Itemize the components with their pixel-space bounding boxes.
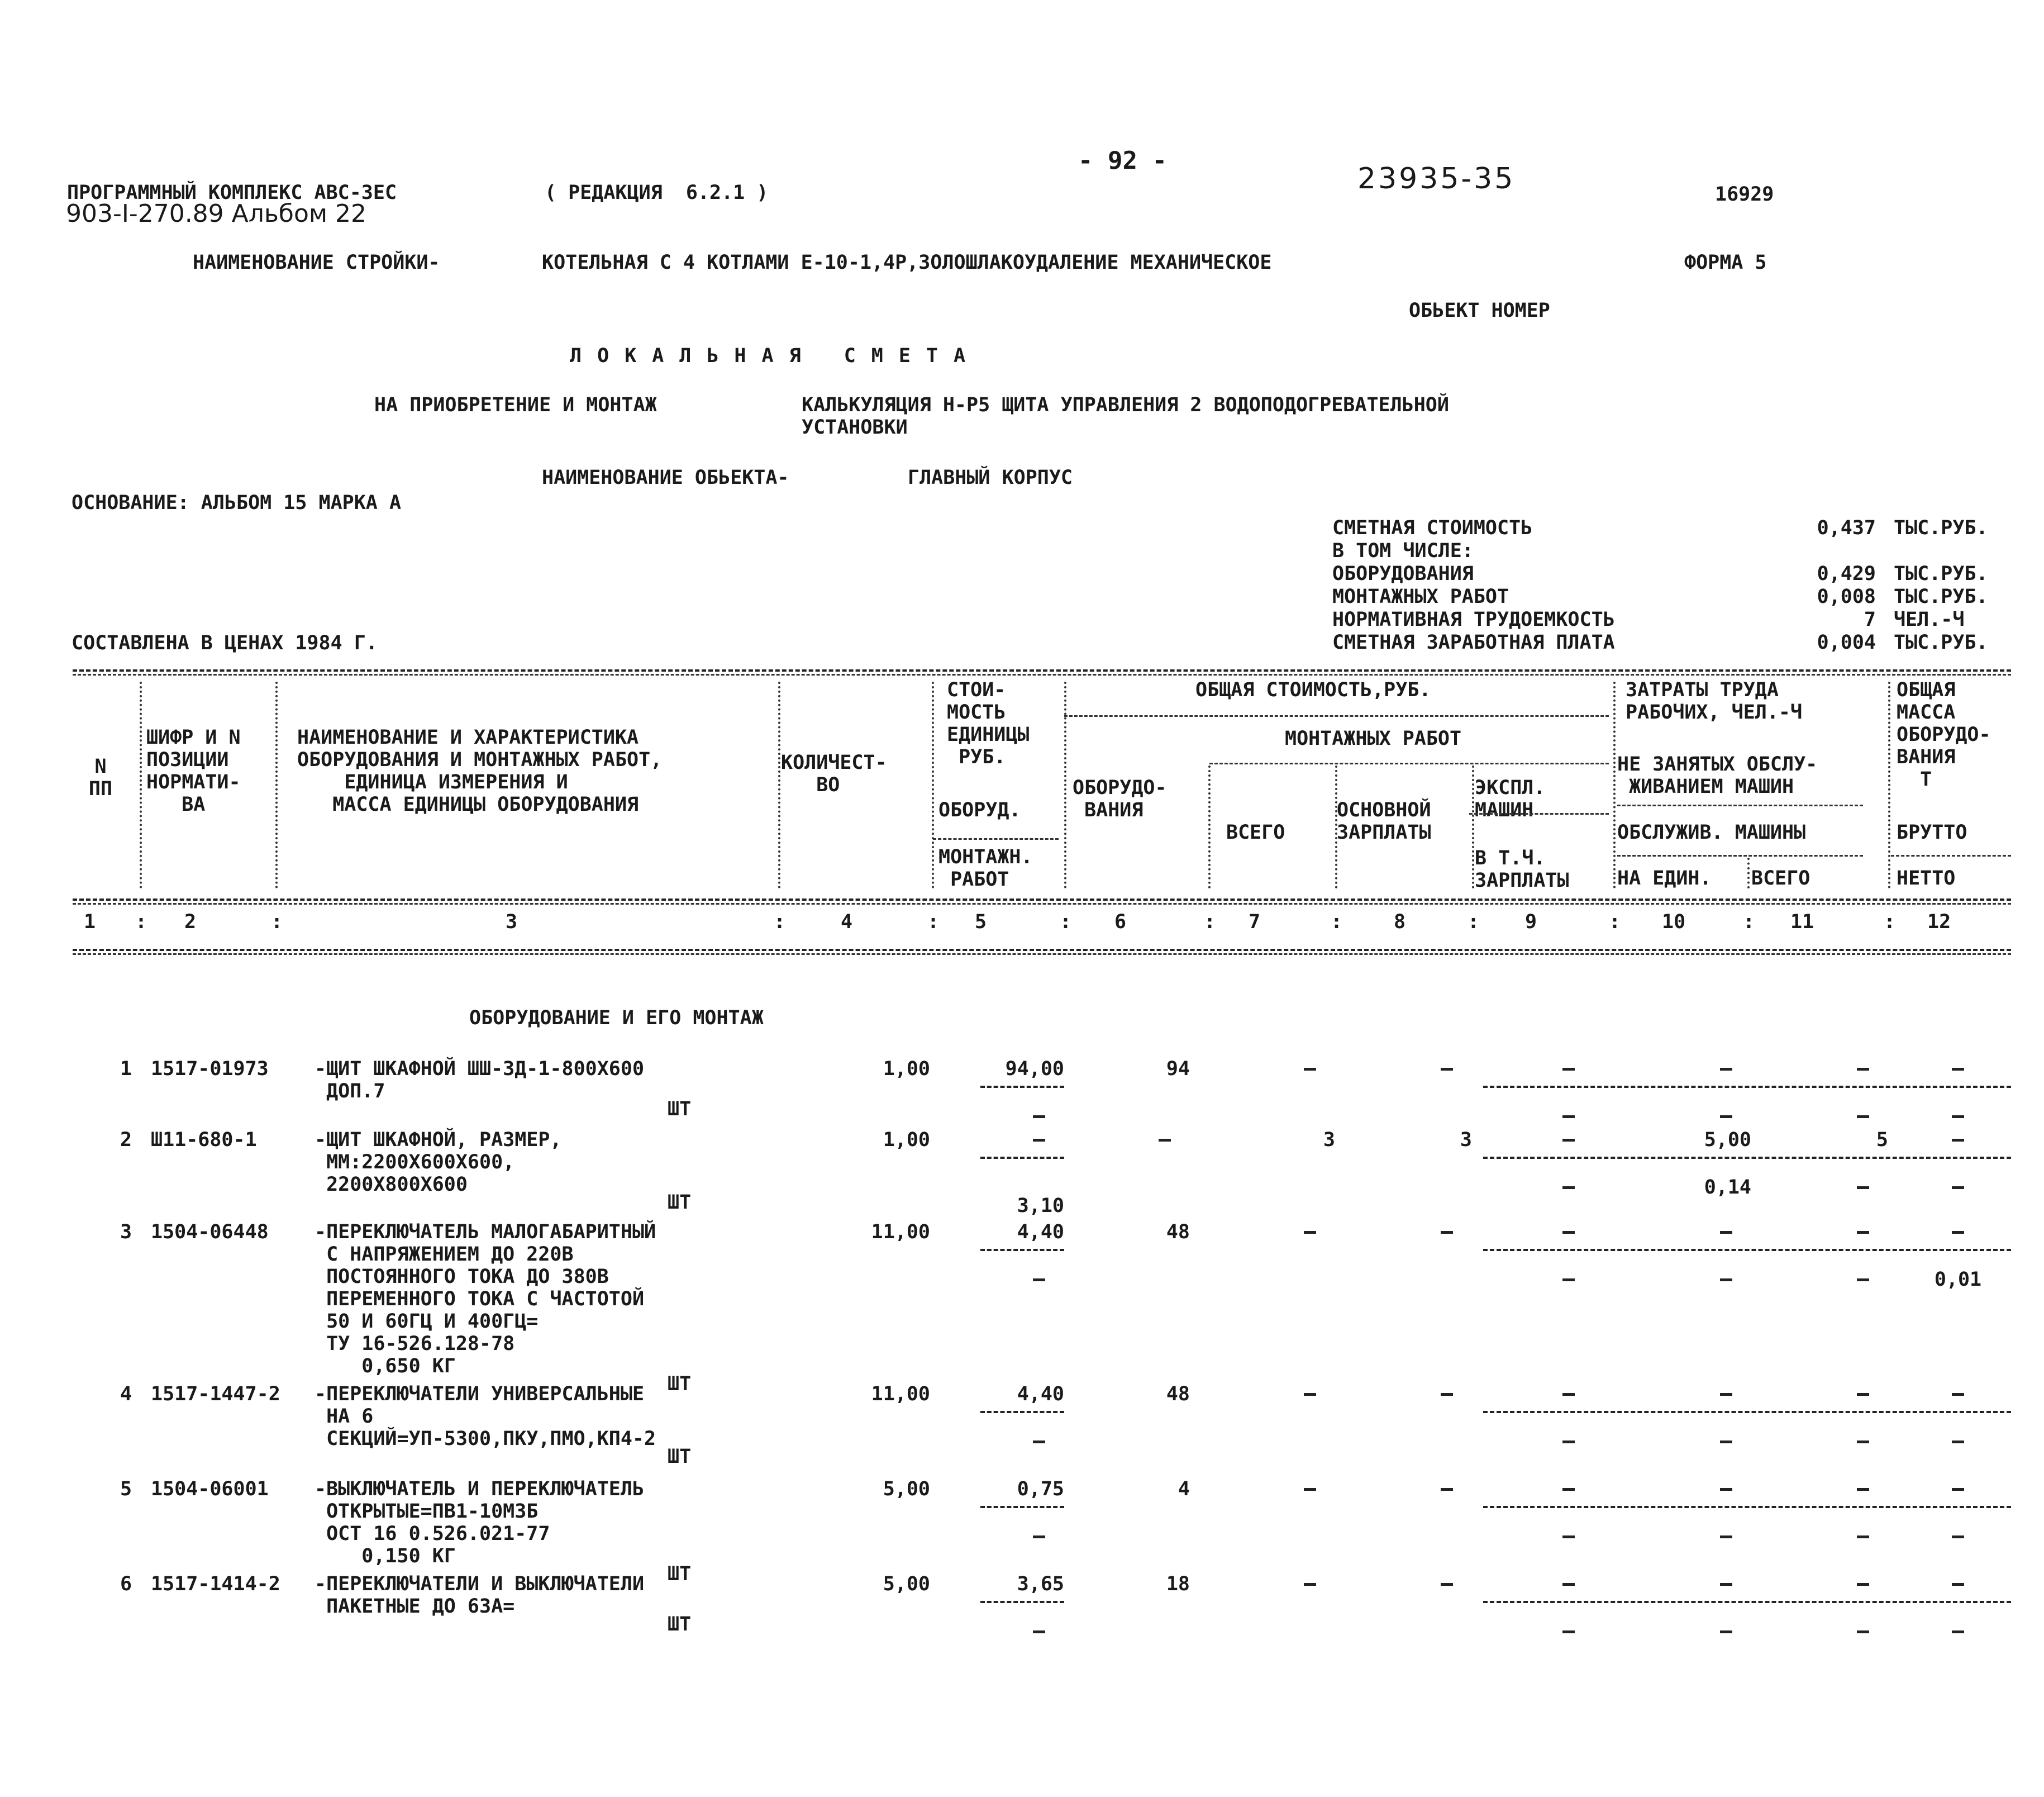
program-name: ПРОГРАММНЫЙ КОМПЛЕКС АВС-3ЕС bbox=[67, 182, 397, 204]
item-total-equipment bbox=[1159, 1139, 1171, 1142]
item-code: 1504-06001 bbox=[151, 1478, 269, 1500]
column-separator: : bbox=[1331, 911, 1343, 933]
column-separator: : bbox=[774, 911, 786, 933]
item-unit-price-equipment: 94,00 bbox=[1005, 1058, 1064, 1080]
sep-1 bbox=[140, 682, 142, 888]
item-description: -ПЕРЕКЛЮЧАТЕЛЬ МАЛОГАБАРИТНЫЙ С НАПРЯЖЕНИЕМ ДО 220В ПОСТОЯННОГО ТОКА ДО 380В ПЕРЕМЕННОГО ТОКА С ЧАСТОТОЙ 50 И 60ГЦ И 400ГЦ= ТУ 16-526.128-78 0,650 КГ bbox=[315, 1221, 656, 1377]
item-qty: 11,00 bbox=[871, 1383, 930, 1405]
column-separator: : bbox=[1204, 911, 1216, 933]
item-mounting-total bbox=[1304, 1231, 1316, 1234]
header-bottom-rule-2 bbox=[73, 903, 2011, 905]
item-labor-total-machines bbox=[1857, 1115, 1869, 1118]
item-unit-price-divider bbox=[980, 1086, 1064, 1088]
header-top-rule bbox=[73, 669, 2011, 672]
item-number: 3 bbox=[120, 1221, 132, 1243]
colnum-bottom-rule-2 bbox=[73, 953, 2011, 955]
item-code: Ш11-680-1 bbox=[151, 1129, 257, 1151]
item-machines-salary bbox=[1562, 1441, 1575, 1443]
header-top-rule-2 bbox=[73, 674, 2011, 676]
item-machines bbox=[1562, 1231, 1575, 1234]
item-code: 1517-1414-2 bbox=[151, 1573, 280, 1595]
item-labor-total bbox=[1857, 1583, 1869, 1586]
item-mass-brutto bbox=[1952, 1139, 1964, 1142]
column-separator: : bbox=[135, 911, 147, 933]
col-header-labor-machine: ОБСЛУЖИВ. МАШИНЫ bbox=[1617, 821, 1806, 844]
item-description: -ПЕРЕКЛЮЧАТЕЛИ И ВЫКЛЮЧАТЕЛИ ПАКЕТНЫЕ ДО 63А= bbox=[315, 1573, 645, 1618]
form-label: ФОРМА 5 bbox=[1684, 251, 1767, 274]
rule-labor-a bbox=[1617, 805, 1863, 806]
col-header-netto: НЕТТО bbox=[1897, 867, 1956, 890]
purpose-line-1: КАЛЬКУЛЯЦИЯ Н-Р5 ЩИТА УПРАВЛЕНИЯ 2 ВОДОПОДОГРЕВАТЕЛЬНОЙ bbox=[802, 394, 1449, 416]
item-labor-total-machines bbox=[1857, 1278, 1869, 1281]
item-machines-salary bbox=[1562, 1278, 1575, 1281]
col-header-unit-cost: СТОИ- МОСТЬ ЕДИНИЦЫ РУБ. bbox=[947, 679, 1030, 768]
column-number: 4 bbox=[841, 911, 853, 933]
column-number: 12 bbox=[1927, 911, 1951, 933]
item-lower-divider bbox=[1483, 1601, 2011, 1603]
sep-11 bbox=[1888, 682, 1890, 888]
item-unit: ШТ bbox=[668, 1191, 692, 1214]
col-header-base-salary: ОСНОВНОЙ ЗАРПЛАТЫ bbox=[1337, 799, 1431, 844]
item-labor-unit bbox=[1720, 1583, 1732, 1586]
item-unit-price-mounting: 3,10 bbox=[1017, 1195, 1064, 1217]
purpose-line-2: УСТАНОВКИ bbox=[802, 416, 908, 439]
item-base-salary bbox=[1441, 1068, 1453, 1071]
item-base-salary: 3 bbox=[1460, 1129, 1472, 1151]
item-labor-total bbox=[1857, 1231, 1869, 1234]
item-code: 1517-01973 bbox=[151, 1058, 269, 1080]
item-mounting-total bbox=[1304, 1583, 1316, 1586]
summary-label: СМЕТНАЯ ЗАРАБОТНАЯ ПЛАТА bbox=[1332, 631, 1615, 654]
item-base-salary bbox=[1441, 1231, 1453, 1234]
item-base-salary bbox=[1441, 1393, 1453, 1396]
item-unit: ШТ bbox=[668, 1613, 692, 1636]
item-labor-total bbox=[1857, 1393, 1869, 1396]
item-labor-total bbox=[1857, 1488, 1869, 1491]
item-labor-unit-machines: 0,14 bbox=[1704, 1176, 1751, 1199]
rule-unit-cost bbox=[933, 838, 1059, 840]
item-total-equipment: 18 bbox=[1166, 1573, 1190, 1595]
item-machines bbox=[1562, 1583, 1575, 1586]
sep-2 bbox=[275, 682, 278, 888]
item-qty: 1,00 bbox=[883, 1129, 930, 1151]
item-labor-total-machines bbox=[1857, 1630, 1869, 1633]
column-number: 7 bbox=[1249, 911, 1261, 933]
item-unit-price-equipment: 4,40 bbox=[1017, 1383, 1064, 1405]
item-machines bbox=[1562, 1068, 1575, 1071]
column-number: 9 bbox=[1525, 911, 1537, 933]
sep-10 bbox=[1747, 858, 1750, 888]
album-reference: 903-I-270.89 Альбом 22 bbox=[66, 199, 367, 228]
summary-value: 7 bbox=[1864, 608, 1876, 631]
item-qty: 1,00 bbox=[883, 1058, 930, 1080]
document-title: ЛОКАЛЬНАЯ СМЕТА bbox=[570, 345, 981, 367]
item-labor-total bbox=[1857, 1068, 1869, 1071]
column-separator: : bbox=[271, 911, 283, 933]
column-number: 6 bbox=[1114, 911, 1127, 933]
column-separator: : bbox=[1468, 911, 1480, 933]
rule-machines bbox=[1469, 813, 1609, 815]
item-mass-brutto bbox=[1952, 1068, 1964, 1071]
item-qty: 11,00 bbox=[871, 1221, 930, 1243]
summary-unit: ТЫС.РУБ. bbox=[1894, 563, 1988, 585]
col-header-total-cost: ОБЩАЯ СТОИМОСТЬ,РУБ. bbox=[1195, 679, 1431, 701]
item-mounting-total bbox=[1304, 1393, 1316, 1396]
summary-unit: ТЫС.РУБ. bbox=[1894, 517, 1988, 539]
item-unit-price-equipment: 0,75 bbox=[1017, 1478, 1064, 1500]
col-header-machines: ЭКСПЛ. МАШИН bbox=[1475, 777, 1546, 821]
summary-label: МОНТАЖНЫХ РАБОТ bbox=[1332, 586, 1509, 608]
column-separator: : bbox=[1743, 911, 1755, 933]
column-number: 2 bbox=[184, 911, 197, 933]
item-lower-divider bbox=[1483, 1086, 2011, 1088]
item-number: 6 bbox=[120, 1573, 132, 1595]
item-mass-netto bbox=[1952, 1186, 1964, 1189]
item-description: -ПЕРЕКЛЮЧАТЕЛИ УНИВЕРСАЛЬНЫЕ НА 6 СЕКЦИЙ=УП-5300,ПКУ,ПМО,КП4-2 bbox=[315, 1383, 656, 1450]
summary-unit: ЧЕЛ.-Ч bbox=[1894, 608, 1965, 631]
summary-unit: ТЫС.РУБ. bbox=[1894, 586, 1988, 608]
edition: ( РЕДАКЦИЯ 6.2.1 ) bbox=[545, 182, 769, 204]
item-mass-netto bbox=[1952, 1630, 1964, 1633]
item-labor-unit-machines bbox=[1720, 1441, 1732, 1443]
item-description: -ЩИТ ШКАФНОЙ ШШ-3Д-1-800Х600 ДОП.7 bbox=[315, 1058, 645, 1102]
item-labor-total-machines bbox=[1857, 1441, 1869, 1443]
item-lower-divider bbox=[1483, 1506, 2011, 1508]
stamp-number: 16929 bbox=[1715, 183, 1774, 206]
summary-label: В ТОМ ЧИСЛЕ: bbox=[1332, 540, 1474, 562]
item-total-equipment: 48 bbox=[1166, 1383, 1190, 1405]
item-unit-price-divider bbox=[980, 1506, 1064, 1508]
item-number: 2 bbox=[120, 1129, 132, 1151]
item-total-equipment: 4 bbox=[1178, 1478, 1190, 1500]
column-number: 1 bbox=[84, 911, 96, 933]
section-title: ОБОРУДОВАНИЕ И ЕГО МОНТАЖ bbox=[469, 1007, 764, 1029]
rule-total-cost bbox=[1064, 715, 1609, 717]
item-unit: ШТ bbox=[668, 1563, 692, 1585]
item-unit-price-mounting bbox=[1033, 1535, 1045, 1538]
item-mass-netto: 0,01 bbox=[1934, 1268, 1982, 1291]
item-unit: ШТ bbox=[668, 1098, 692, 1120]
item-number: 4 bbox=[120, 1383, 132, 1405]
col-header-name: НАИМЕНОВАНИЕ И ХАРАКТЕРИСТИКА ОБОРУДОВАНИЯ И МОНТАЖНЫХ РАБОТ, ЕДИНИЦА ИЗМЕРЕНИЯ И МАССА ЕДИНИЦЫ ОБОРУДОВАНИЯ bbox=[297, 726, 663, 816]
item-unit-price-divider bbox=[980, 1157, 1064, 1159]
item-machines-salary bbox=[1562, 1115, 1575, 1118]
item-unit-price-mounting bbox=[1033, 1278, 1045, 1281]
item-labor-unit-machines bbox=[1720, 1278, 1732, 1281]
item-lower-divider bbox=[1483, 1249, 2011, 1251]
rule-mont-works bbox=[1209, 763, 1609, 764]
purpose-label: НА ПРИОБРЕТЕНИЕ И МОНТАЖ bbox=[374, 394, 657, 416]
item-machines-salary bbox=[1562, 1535, 1575, 1538]
item-unit-price-mounting bbox=[1033, 1441, 1045, 1443]
colnum-bottom-rule bbox=[73, 949, 2011, 951]
column-number: 10 bbox=[1662, 911, 1686, 933]
item-labor-unit bbox=[1720, 1068, 1732, 1071]
item-number: 5 bbox=[120, 1478, 132, 1500]
item-code: 1504-06448 bbox=[151, 1221, 269, 1243]
object-label: НАИМЕНОВАНИЕ ОБЬЕКТА- bbox=[542, 467, 789, 489]
col-header-qty: КОЛИЧЕСТ- ВО bbox=[781, 752, 887, 796]
item-machines-salary bbox=[1562, 1186, 1575, 1189]
summary-value: 0,008 bbox=[1817, 586, 1876, 608]
item-qty: 5,00 bbox=[883, 1573, 930, 1595]
rule-mass bbox=[1891, 855, 2011, 857]
item-labor-unit bbox=[1720, 1231, 1732, 1234]
sep-8 bbox=[1472, 766, 1474, 888]
item-labor-unit bbox=[1720, 1488, 1732, 1491]
object-number-label: ОБЬЕКТ НОМЕР bbox=[1409, 300, 1550, 322]
item-labor-unit bbox=[1720, 1393, 1732, 1396]
summary-value: 0,429 bbox=[1817, 563, 1876, 585]
col-header-unit-mont: МОНТАЖН. РАБОТ bbox=[938, 846, 1033, 891]
item-mounting-total: 3 bbox=[1323, 1129, 1335, 1151]
col-header-labor-not-machine: НЕ ЗАНЯТЫХ ОБСЛУ- ЖИВАНИЕМ МАШИН bbox=[1617, 753, 1818, 798]
col-header-per-unit: НА ЕДИН. bbox=[1617, 867, 1712, 890]
column-number: 5 bbox=[975, 911, 987, 933]
col-header-equipment: ОБОРУДО- ВАНИЯ bbox=[1073, 777, 1167, 821]
column-number: 3 bbox=[506, 911, 518, 933]
header-bottom-rule bbox=[73, 899, 2011, 901]
item-description: -ВЫКЛЮЧАТЕЛЬ И ПЕРЕКЛЮЧАТЕЛЬ ОТКРЫТЫЕ=ПВ1-10М3Б ОСТ 16 0.526.021-77 0,150 КГ bbox=[315, 1478, 645, 1567]
item-labor-total-machines bbox=[1857, 1535, 1869, 1538]
item-unit: ШТ bbox=[668, 1373, 692, 1395]
sep-4 bbox=[932, 682, 934, 888]
item-labor-unit-machines bbox=[1720, 1630, 1732, 1633]
sep-3 bbox=[778, 682, 780, 888]
col-header-mont-total: ВСЕГО bbox=[1226, 821, 1285, 844]
item-unit: ШТ bbox=[668, 1446, 692, 1468]
column-separator: : bbox=[1884, 911, 1896, 933]
col-header-mont-works: МОНТАЖНЫХ РАБОТ bbox=[1285, 728, 1462, 750]
sep-6 bbox=[1208, 766, 1211, 888]
column-separator: : bbox=[927, 911, 940, 933]
col-header-num: N ПП bbox=[88, 755, 113, 800]
item-labor-total: 5 bbox=[1876, 1129, 1888, 1151]
item-unit-price-divider bbox=[980, 1411, 1064, 1413]
item-unit-price-equipment bbox=[1033, 1139, 1045, 1142]
column-separator: : bbox=[1609, 911, 1621, 933]
item-number: 1 bbox=[120, 1058, 132, 1080]
summary-value: 0,004 bbox=[1817, 631, 1876, 654]
summary-label: НОРМАТИВНАЯ ТРУДОЕМКОСТЬ bbox=[1332, 608, 1615, 631]
summary-label: ОБОРУДОВАНИЯ bbox=[1332, 563, 1474, 585]
item-unit-price-mounting bbox=[1033, 1630, 1045, 1633]
item-unit-price-equipment: 4,40 bbox=[1017, 1221, 1064, 1243]
item-labor-total-machines bbox=[1857, 1186, 1869, 1189]
basis: ОСНОВАНИЕ: АЛЬБОМ 15 МАРКА А bbox=[72, 492, 402, 514]
column-separator: : bbox=[1060, 911, 1072, 933]
item-unit-price-divider bbox=[980, 1249, 1064, 1251]
col-header-labor-total: ВСЕГО bbox=[1751, 867, 1810, 890]
item-mass-netto bbox=[1952, 1441, 1964, 1443]
item-labor-unit-machines bbox=[1720, 1115, 1732, 1118]
item-mass-brutto bbox=[1952, 1583, 1964, 1586]
item-machines bbox=[1562, 1393, 1575, 1396]
item-unit-price-divider bbox=[980, 1601, 1064, 1603]
column-number: 11 bbox=[1790, 911, 1814, 933]
item-machines bbox=[1562, 1139, 1575, 1142]
construction-label: НАИМЕНОВАНИЕ СТРОЙКИ- bbox=[193, 251, 440, 274]
page-number: - 92 - bbox=[1078, 146, 1167, 175]
item-mounting-total bbox=[1304, 1068, 1316, 1071]
item-total-equipment: 48 bbox=[1166, 1221, 1190, 1243]
col-header-mass: ОБЩАЯ МАССА ОБОРУДО- ВАНИЯ Т bbox=[1897, 679, 1991, 791]
summary-unit: ТЫС.РУБ. bbox=[1894, 631, 1988, 654]
item-machines-salary bbox=[1562, 1630, 1575, 1633]
item-machines bbox=[1562, 1488, 1575, 1491]
item-mass-brutto bbox=[1952, 1393, 1964, 1396]
item-unit-price-mounting bbox=[1033, 1115, 1045, 1118]
col-header-labor: ЗАТРАТЫ ТРУДА РАБОЧИХ, ЧЕЛ.-Ч bbox=[1626, 679, 1803, 724]
item-mounting-total bbox=[1304, 1488, 1316, 1491]
item-lower-divider bbox=[1483, 1411, 2011, 1413]
item-mass-brutto bbox=[1952, 1231, 1964, 1234]
col-header-brutto: БРУТТО bbox=[1897, 821, 1967, 844]
item-mass-netto bbox=[1952, 1535, 1964, 1538]
summary-label: СМЕТНАЯ СТОИМОСТЬ bbox=[1332, 517, 1533, 539]
object-name: ГЛАВНЫЙ КОРПУС bbox=[908, 467, 1073, 489]
col-header-unit-eq: ОБОРУД. bbox=[938, 799, 1021, 821]
item-mass-netto bbox=[1952, 1115, 1964, 1118]
column-number: 8 bbox=[1394, 911, 1406, 933]
prices-year: СОСТАВЛЕНА В ЦЕНАХ 1984 Г. bbox=[72, 632, 378, 654]
col-header-machines-salary: В Т.Ч. ЗАРПЛАТЫ bbox=[1475, 847, 1569, 892]
item-lower-divider bbox=[1483, 1157, 2011, 1159]
construction-name: КОТЕЛЬНАЯ С 4 КОТЛАМИ Е-10-1,4Р,ЗОЛОШЛАКОУДАЛЕНИЕ МЕХАНИЧЕСКОЕ bbox=[542, 251, 1272, 274]
item-mass-brutto bbox=[1952, 1488, 1964, 1491]
sep-9 bbox=[1613, 682, 1616, 888]
item-total-equipment: 94 bbox=[1166, 1058, 1190, 1080]
item-base-salary bbox=[1441, 1583, 1453, 1586]
item-qty: 5,00 bbox=[883, 1478, 930, 1500]
item-base-salary bbox=[1441, 1488, 1453, 1491]
item-labor-unit-machines bbox=[1720, 1535, 1732, 1538]
item-labor-unit: 5,00 bbox=[1704, 1129, 1751, 1151]
item-description: -ЩИТ ШКАФНОЙ, РАЗМЕР, ММ:2200Х600Х600, 2200Х800Х600 bbox=[315, 1129, 562, 1196]
sep-5 bbox=[1064, 682, 1066, 888]
sep-7 bbox=[1335, 766, 1337, 888]
col-header-code: ШИФР И N ПОЗИЦИИ НОРМАТИ- ВА bbox=[146, 726, 241, 816]
item-unit-price-equipment: 3,65 bbox=[1017, 1573, 1064, 1595]
handwritten-code: 23935-35 bbox=[1357, 162, 1516, 196]
item-code: 1517-1447-2 bbox=[151, 1383, 280, 1405]
rule-labor-b bbox=[1617, 855, 1863, 857]
summary-value: 0,437 bbox=[1817, 517, 1876, 539]
